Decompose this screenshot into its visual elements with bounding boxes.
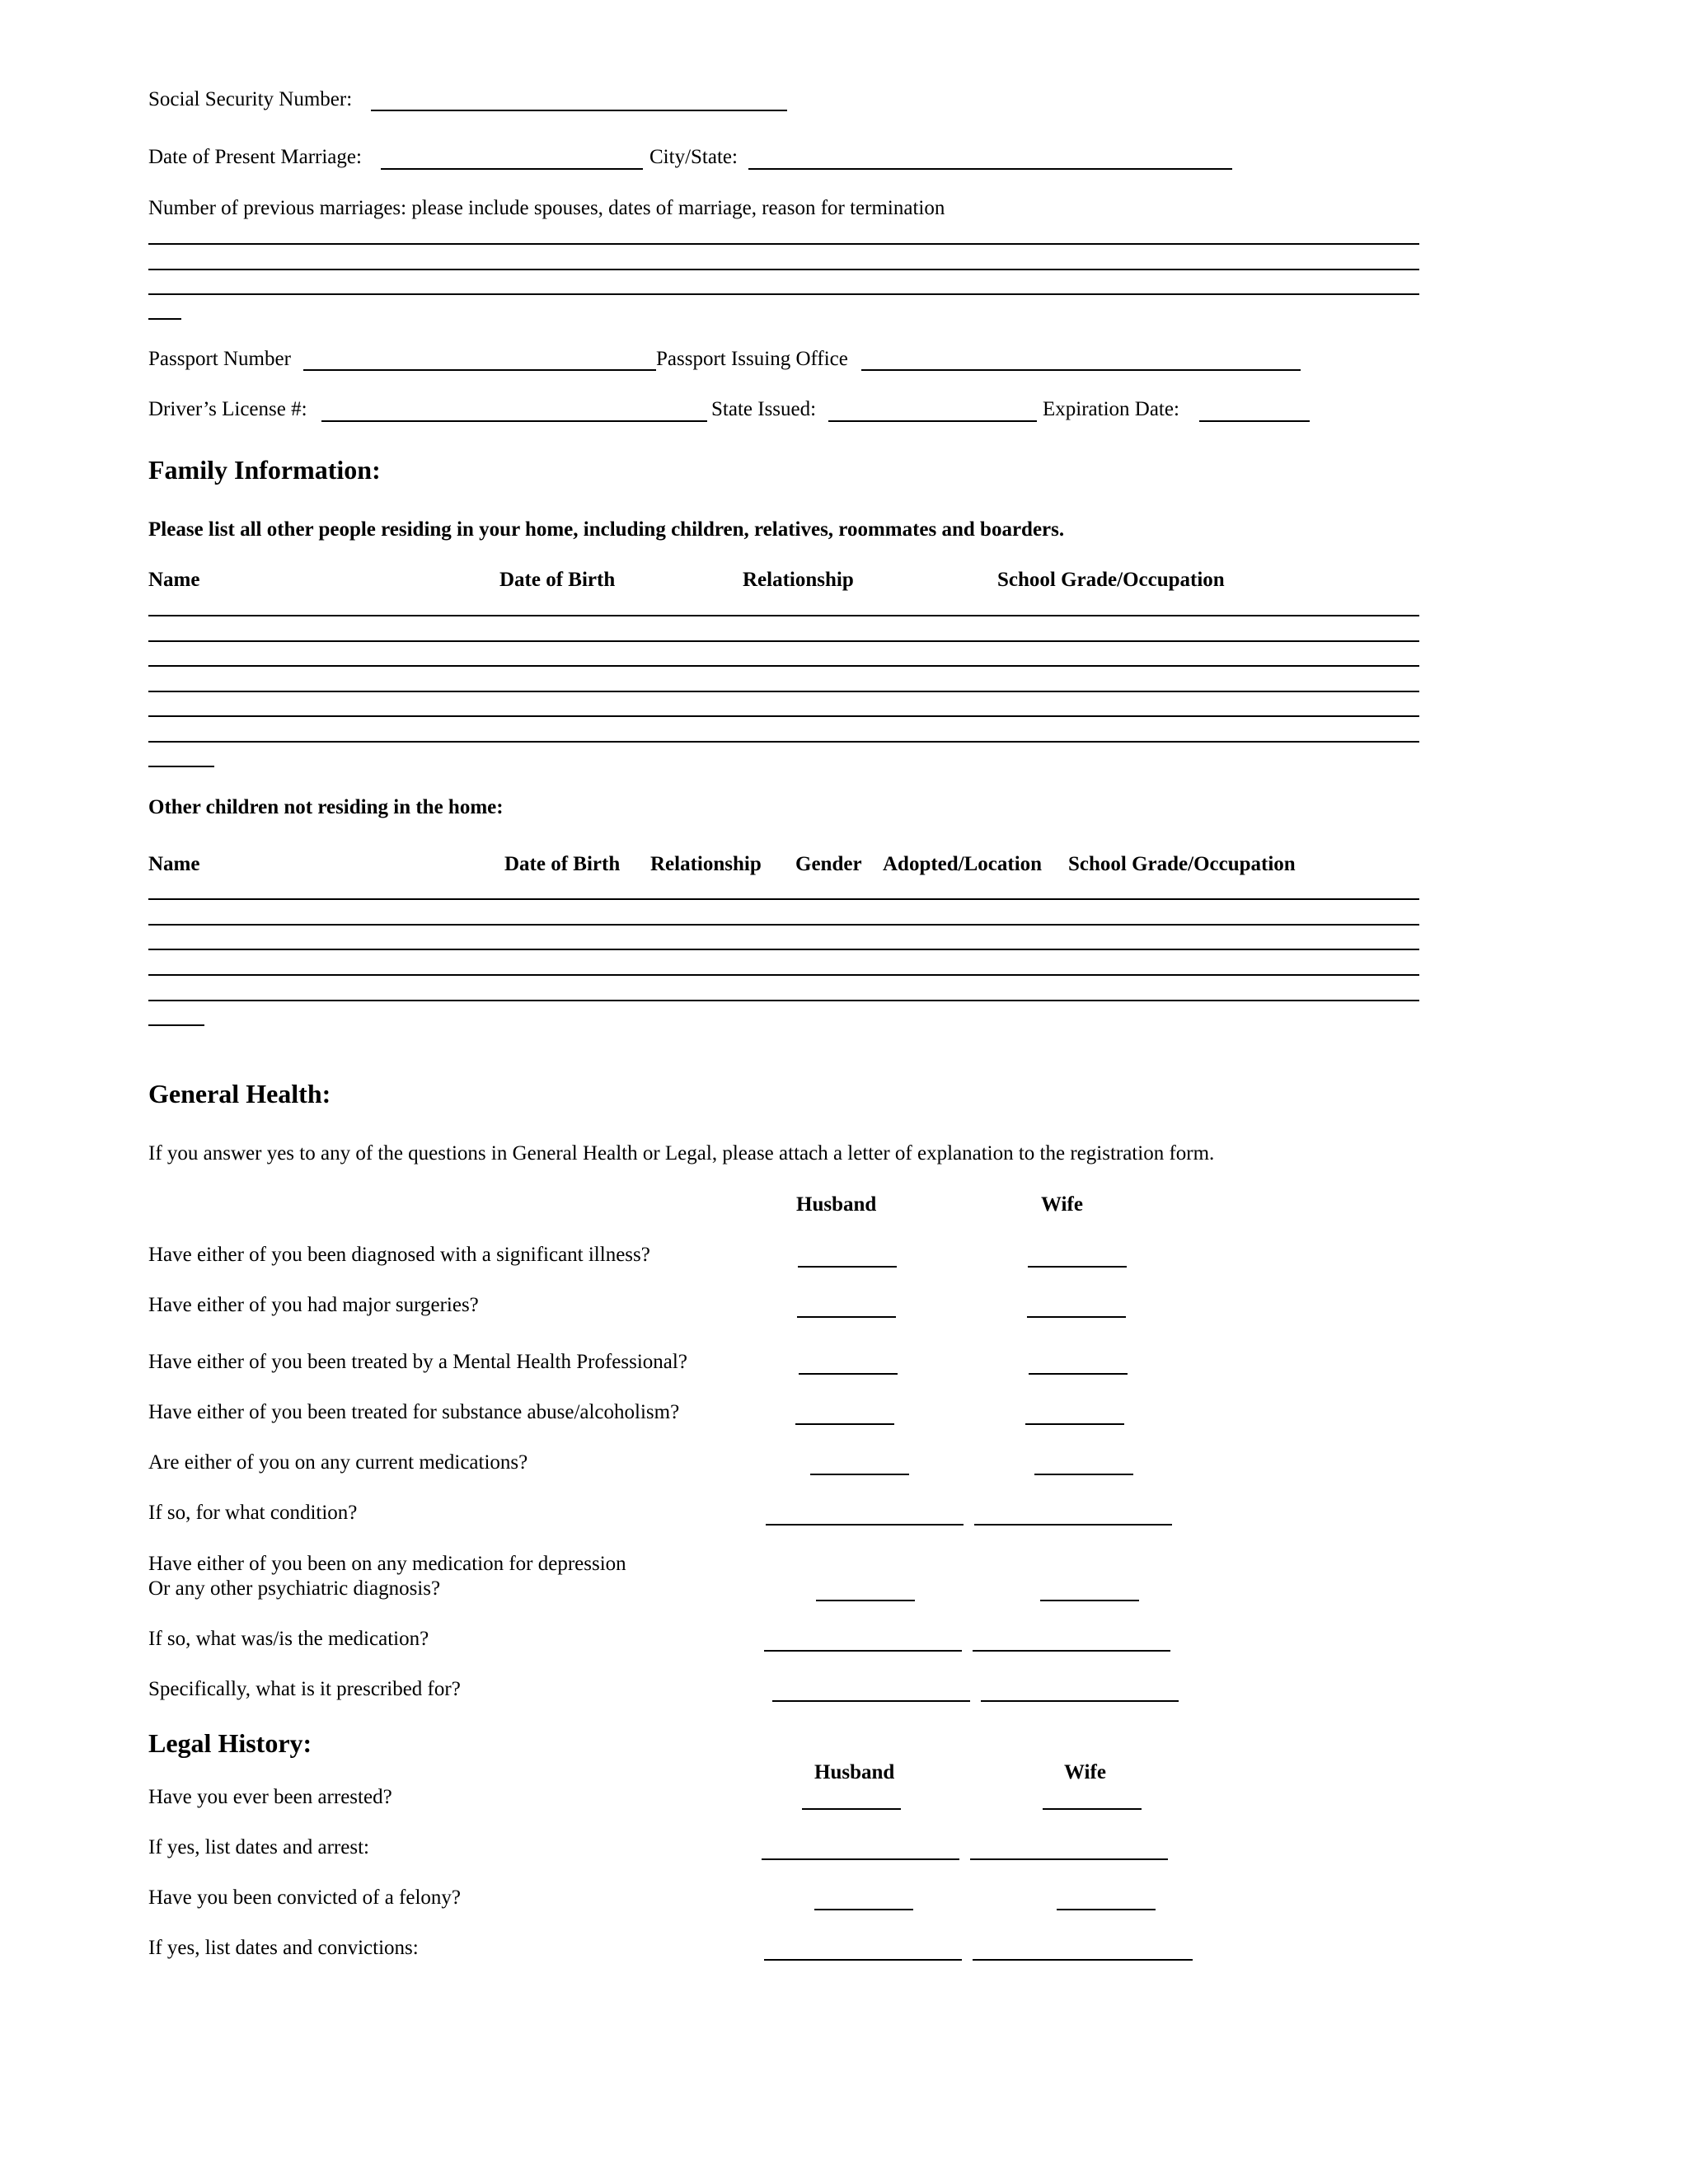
other-children-entry-line[interactable] (148, 974, 1419, 976)
column-header-date-of-birth: Date of Birth (499, 569, 616, 591)
previous-marriages-line[interactable] (148, 318, 181, 320)
family-instruction: Please list all other people residing in your home, including children, relatives, roommates and boarders. (148, 518, 1065, 541)
wife-answer-field[interactable] (1034, 1474, 1133, 1475)
column-header-date-of-birth: Date of Birth (504, 853, 621, 875)
husband-answer-field[interactable] (762, 1858, 959, 1860)
legal-question: If yes, list dates and arrest: (148, 1836, 369, 1858)
column-header-school-grade: School Grade/Occupation (1068, 853, 1296, 875)
husband-answer-field[interactable] (795, 1423, 894, 1425)
health-question: Or any other psychiatric diagnosis? (148, 1577, 441, 1600)
column-header-relationship: Relationship (743, 569, 854, 591)
legal-question: Have you been convicted of a felony? (148, 1886, 462, 1909)
other-children-entry-line[interactable] (148, 898, 1419, 900)
column-header-school-grade: School Grade/Occupation (997, 569, 1225, 591)
health-question: Have either of you been diagnosed with a significant illness? (148, 1244, 650, 1266)
husband-answer-field[interactable] (810, 1474, 909, 1475)
column-header-adopted-location: Adopted/Location (883, 853, 1043, 875)
drivers-license-field[interactable] (321, 420, 707, 422)
health-question: Have either of you been on any medication for depression (148, 1553, 626, 1575)
column-header-relationship: Relationship (650, 853, 762, 875)
other-children-entry-line[interactable] (148, 949, 1419, 950)
household-entry-line[interactable] (148, 665, 1419, 667)
wife-answer-field[interactable] (1057, 1909, 1156, 1910)
wife-answer-field[interactable] (1028, 1266, 1127, 1268)
wife-answer-field[interactable] (973, 1959, 1193, 1961)
wife-answer-field[interactable] (1043, 1808, 1142, 1810)
general-health-heading: General Health: (148, 1079, 331, 1108)
husband-answer-field[interactable] (797, 1316, 896, 1318)
other-children-heading: Other children not residing in the home: (148, 796, 504, 818)
legal-history-heading: Legal History: (148, 1728, 312, 1758)
drivers-license-label: Driver’s License #: (148, 398, 307, 420)
household-entry-line[interactable] (148, 766, 214, 767)
ssn-field[interactable] (371, 110, 787, 111)
household-entry-line[interactable] (148, 640, 1419, 642)
wife-answer-field[interactable] (973, 1650, 1170, 1652)
health-question: Have either of you been treated by a Mental Health Professional? (148, 1351, 687, 1373)
husband-answer-field[interactable] (764, 1959, 962, 1961)
wife-column-header: Wife (1041, 1193, 1083, 1216)
husband-answer-field[interactable] (814, 1909, 913, 1910)
other-children-entry-line[interactable] (148, 1000, 1419, 1001)
wife-answer-field[interactable] (974, 1524, 1172, 1526)
health-question: If so, what was/is the medication? (148, 1628, 429, 1650)
husband-answer-field[interactable] (799, 1373, 898, 1375)
general-health-note: If you answer yes to any of the questions in General Health or Legal, please attach a letter of explanation to the registration form. (148, 1142, 1215, 1165)
passport-office-label: Passport Issuing Office (656, 348, 848, 370)
wife-answer-field[interactable] (970, 1858, 1168, 1860)
health-question: Have either of you been treated for substance abuse/alcoholism? (148, 1401, 680, 1423)
legal-question: Have you ever been arrested? (148, 1786, 392, 1808)
husband-answer-field[interactable] (798, 1266, 897, 1268)
husband-answer-field[interactable] (772, 1700, 970, 1702)
column-header-name: Name (148, 569, 200, 591)
passport-office-field[interactable] (861, 369, 1301, 371)
other-children-entry-line[interactable] (148, 924, 1419, 926)
ssn-label: Social Security Number: (148, 88, 353, 110)
husband-column-header: Husband (796, 1193, 877, 1216)
passport-number-field[interactable] (303, 369, 656, 371)
husband-answer-field[interactable] (802, 1808, 901, 1810)
family-information-heading: Family Information: (148, 455, 381, 485)
legal-question: If yes, list dates and convictions: (148, 1937, 419, 1959)
city-state-label: City/State: (649, 146, 738, 168)
household-entry-line[interactable] (148, 741, 1419, 743)
husband-answer-field[interactable] (816, 1600, 915, 1601)
column-header-gender: Gender (795, 853, 862, 875)
column-header-name: Name (148, 853, 200, 875)
husband-answer-field[interactable] (764, 1650, 962, 1652)
wife-answer-field[interactable] (1040, 1600, 1139, 1601)
household-entry-line[interactable] (148, 691, 1419, 692)
wife-answer-field[interactable] (1029, 1373, 1128, 1375)
city-state-field[interactable] (748, 168, 1232, 170)
household-entry-line[interactable] (148, 615, 1419, 616)
expiration-date-field[interactable] (1199, 420, 1310, 422)
wife-column-header: Wife (1064, 1761, 1106, 1783)
marriage-date-label: Date of Present Marriage: (148, 146, 362, 168)
other-children-entry-line[interactable] (148, 1024, 204, 1026)
previous-marriages-label: Number of previous marriages: please include spouses, dates of marriage, reason for termination (148, 197, 945, 219)
husband-answer-field[interactable] (766, 1524, 964, 1526)
health-question: Are either of you on any current medications? (148, 1451, 528, 1474)
health-question: If so, for what condition? (148, 1502, 358, 1524)
wife-answer-field[interactable] (1027, 1316, 1126, 1318)
previous-marriages-line[interactable] (148, 269, 1419, 270)
wife-answer-field[interactable] (1025, 1423, 1124, 1425)
husband-column-header: Husband (814, 1761, 895, 1783)
health-question: Specifically, what is it prescribed for? (148, 1678, 461, 1700)
state-issued-label: State Issued: (711, 398, 817, 420)
expiration-date-label: Expiration Date: (1043, 398, 1179, 420)
passport-number-label: Passport Number (148, 348, 291, 370)
marriage-date-field[interactable] (381, 168, 643, 170)
household-entry-line[interactable] (148, 715, 1419, 717)
wife-answer-field[interactable] (981, 1700, 1179, 1702)
previous-marriages-line[interactable] (148, 293, 1419, 295)
health-question: Have either of you had major surgeries? (148, 1294, 479, 1316)
state-issued-field[interactable] (828, 420, 1037, 422)
previous-marriages-line[interactable] (148, 243, 1419, 245)
